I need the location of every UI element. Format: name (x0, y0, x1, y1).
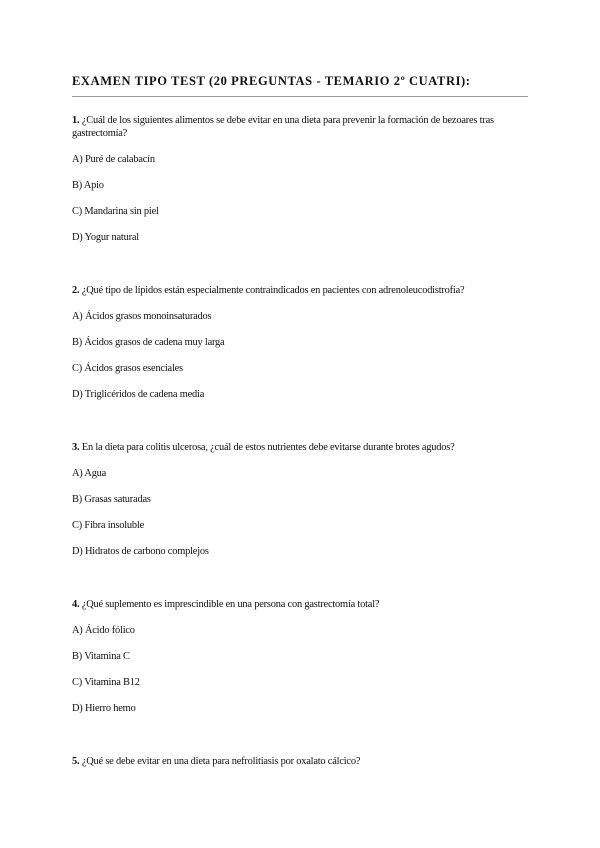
question-number: 1. (72, 115, 80, 126)
question-2 (72, 284, 532, 401)
option-a: A) Ácido fólico (72, 625, 135, 636)
option-d: D) Yogur natural (72, 232, 139, 243)
option-a: A) Ácidos grasos monoinsaturados (72, 311, 212, 322)
question-prompt: ¿Qué tipo de lípidos están especialmente contraindicados en pacientes con adrenoleucodistrofia? (81, 285, 465, 296)
question-number: 3. (72, 442, 80, 453)
option-b: B) Vitamina C (72, 651, 130, 662)
question-1 (72, 114, 532, 244)
option-c: C) Fibra insoluble (72, 520, 145, 531)
question-text (72, 441, 532, 454)
option-c: C) Ácidos grasos esenciales (72, 363, 183, 374)
option-b: B) Apio (72, 180, 104, 191)
question-3 (72, 441, 532, 558)
question-list (72, 114, 532, 808)
question-text (72, 284, 532, 297)
question-prompt: ¿Qué suplemento es imprescindible en una persona con gastrectomía total? (81, 599, 380, 610)
question-number: 4. (72, 599, 80, 610)
question-number: 2. (72, 285, 80, 296)
exam-title: EXAMEN TIPO TEST (20 PREGUNTAS - TEMARIO 2º CUATRI): (72, 74, 471, 88)
question-text (72, 755, 532, 768)
option-d: D) Triglicéridos de cadena media (72, 389, 205, 400)
question-4 (72, 598, 532, 715)
option-d: D) Hierro hemo (72, 703, 136, 714)
title-divider (72, 96, 528, 97)
option-c: C) Vitamina B12 (72, 677, 140, 688)
option-a: A) Puré de calabacín (72, 154, 155, 165)
question-prompt: ¿Qué se debe evitar en una dieta para nefrolitiasis por oxalato cálcico? (81, 756, 361, 767)
question-5 (72, 755, 532, 768)
option-b: B) Ácidos grasos de cadena muy larga (72, 337, 225, 348)
question-number: 5. (72, 756, 80, 767)
option-b: B) Grasas saturadas (72, 494, 151, 505)
question-text (72, 114, 532, 140)
question-prompt: En la dieta para colitis ulcerosa, ¿cuál de estos nutrientes debe evitarse durante brotes agudos? (81, 442, 455, 453)
question-prompt: ¿Cuál de los siguientes alimentos se debe evitar en una dieta para prevenir la formación de bezoares tras gastrectomía? (72, 115, 494, 139)
option-a: A) Agua (72, 468, 107, 479)
question-text (72, 598, 532, 611)
option-c: C) Mandarina sin piel (72, 206, 159, 217)
option-d: D) Hidratos de carbono complejos (72, 546, 209, 557)
